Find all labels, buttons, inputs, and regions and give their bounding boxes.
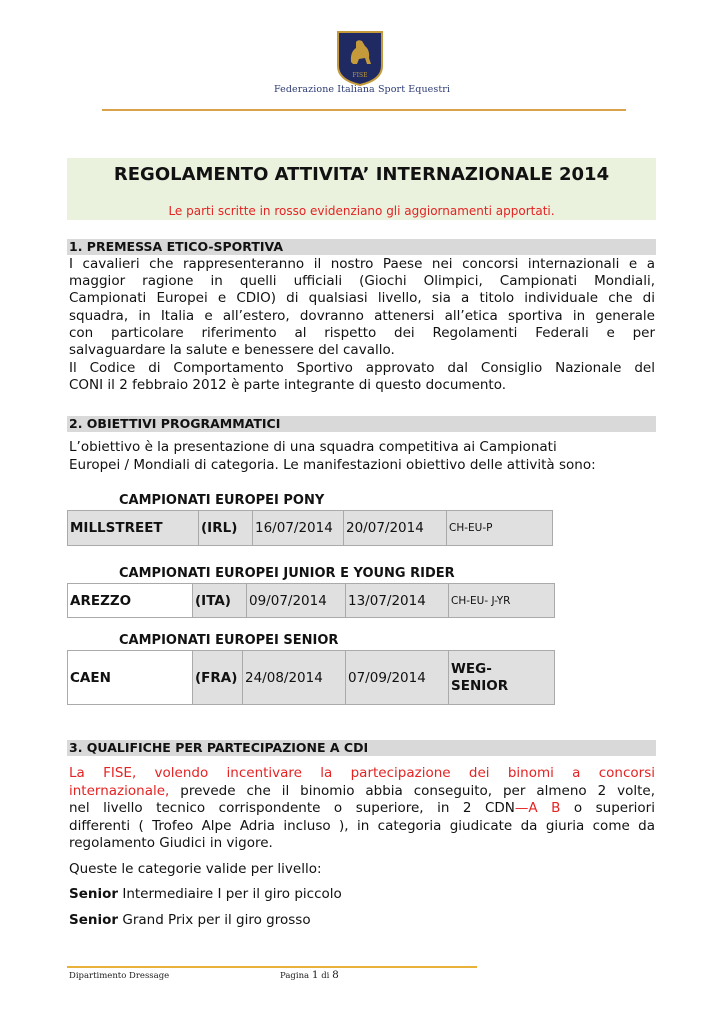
- paragraph-text: prevede che il binomio abbia conseguito, per almeno 2 volte,: [169, 783, 655, 799]
- footer-divider: [67, 966, 477, 968]
- page-of: di: [318, 971, 333, 981]
- document-title: REGOLAMENTO ATTIVITA’ INTERNAZIONALE 2014: [113, 164, 610, 185]
- championship-title: CAMPIONATI EUROPEI SENIOR: [119, 633, 339, 648]
- paragraph-line: Il Codice di Comportamento Sportivo approvato dal Consiglio Nazionale del: [69, 360, 655, 376]
- category-level: Senior: [69, 912, 119, 928]
- paragraph-line: maggior ragione in quelli ufficiali (Giochi Olimpici, Campionati Mondiali,: [69, 273, 655, 289]
- paragraph-line: salvaguardare la salute e benessere del cavallo.: [69, 342, 395, 358]
- championship-table: [67, 510, 553, 546]
- end-date-cell: 07/09/2014: [346, 651, 449, 705]
- paragraph-line: CONI il 2 febbraio 2012 è parte integrante di questo documento.: [69, 377, 507, 393]
- code-cell: CH-EU- J-YR: [449, 584, 555, 618]
- page-number: 1: [311, 969, 319, 981]
- championship-title: CAMPIONATI EUROPEI PONY: [119, 493, 325, 508]
- venue-cell: CAEN: [68, 651, 193, 705]
- category-level: Senior: [69, 886, 119, 902]
- championship-table: [67, 583, 555, 618]
- paragraph-line: con particolare riferimento al rispetto dei Regolamenti Federali e per: [69, 325, 655, 341]
- paragraph-line: differenti ( Trofeo Alpe Adria incluso ), in categoria giudicate da giuria come da: [69, 818, 655, 834]
- paragraph-line: I cavalieri che rappresenteranno il nostro Paese nei concorsi internazionali e a: [69, 256, 655, 272]
- end-date-cell: 20/07/2014: [344, 511, 447, 546]
- venue-cell: AREZZO: [68, 584, 193, 618]
- code-cell: CH-EU-P: [447, 511, 553, 546]
- categories-intro: Queste le categorie valide per livello:: [69, 861, 322, 877]
- country-cell: (ITA): [193, 584, 247, 618]
- paragraph-line: regolamento Giudici in vigore.: [69, 835, 273, 851]
- federation-name: Federazione Italiana Sport Equestri: [273, 84, 451, 95]
- document-subtitle: Le parti scritte in rosso evidenziano gli aggiornamenti apportati.: [168, 204, 555, 218]
- paragraph-text: o superiori: [560, 800, 655, 816]
- code-line: WEG-: [451, 660, 492, 677]
- start-date-cell: 16/07/2014: [253, 511, 344, 546]
- paragraph-line: [69, 800, 655, 817]
- paragraph-line: [69, 783, 655, 800]
- code-cell: [449, 651, 555, 705]
- footer-department: Dipartimento Dressage: [69, 971, 170, 981]
- paragraph-line: squadra, in Italia e all’estero, dovranno attenersi all’etica sportiva in generale: [69, 308, 655, 324]
- end-date-cell: 13/07/2014: [346, 584, 449, 618]
- category-text: Intermediaire I per il giro piccolo: [118, 886, 342, 902]
- red-text: —A B: [514, 800, 561, 816]
- championship-title: CAMPIONATI EUROPEI JUNIOR E YOUNG RIDER: [119, 566, 455, 581]
- country-cell: (FRA): [193, 651, 243, 705]
- paragraph-line: Campionati Europei e CDIO) di qualsiasi livello, sia a titolo individuale che di: [69, 290, 655, 306]
- paragraph-line: L’obiettivo è la presentazione di una squadra competitiva ai Campionati: [69, 439, 557, 455]
- category-item: [69, 886, 342, 902]
- page-total: 8: [332, 969, 339, 981]
- category-text: Grand Prix per il giro grosso: [118, 912, 311, 928]
- code-line: SENIOR: [451, 677, 509, 694]
- category-item: [69, 912, 311, 928]
- start-date-cell: 24/08/2014: [243, 651, 346, 705]
- page-label: Pagina: [280, 971, 312, 981]
- section-heading-obiettivi: 2. OBIETTIVI PROGRAMMATICI: [67, 416, 656, 432]
- footer-page: [280, 969, 339, 981]
- paragraph-line-red: La FISE, volendo incentivare la partecipazione dei binomi a concorsi: [69, 765, 655, 781]
- country-cell: (IRL): [199, 511, 253, 546]
- paragraph-text: nel livello tecnico corrispondente o superiore, in 2 CDN: [69, 800, 515, 816]
- championship-table: [67, 650, 555, 705]
- paragraph-line: Europei / Mondiali di categoria. Le manifestazioni obiettivo delle attività sono:: [69, 457, 596, 473]
- red-text: internazionale,: [69, 783, 170, 799]
- section-heading-premessa: 1. PREMESSA ETICO-SPORTIVA: [67, 239, 656, 255]
- fise-logo: [334, 28, 386, 86]
- logo-text: FISE: [352, 72, 368, 79]
- venue-cell: MILLSTREET: [68, 511, 199, 546]
- section-heading-qualifiche: 3. QUALIFICHE PER PARTECIPAZIONE A CDI: [67, 740, 656, 756]
- start-date-cell: 09/07/2014: [247, 584, 346, 618]
- header-divider: [102, 109, 626, 111]
